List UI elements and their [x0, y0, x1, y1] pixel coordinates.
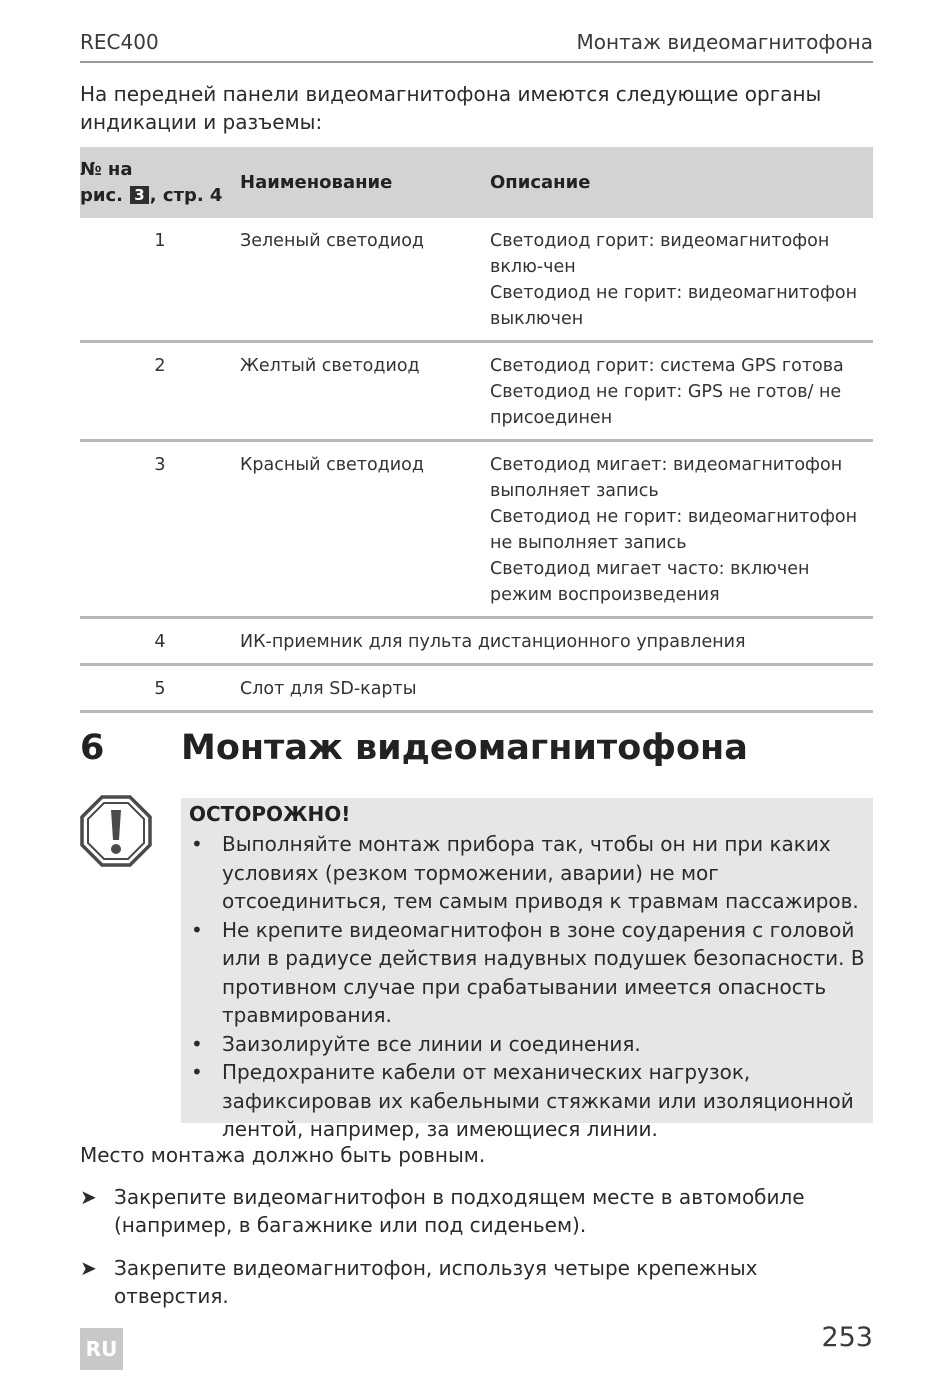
bullet: •: [191, 1060, 203, 1084]
bullet: •: [191, 1031, 203, 1056]
figure-ref-badge: 3: [130, 186, 148, 204]
num-header-prefix: рис.: [80, 184, 124, 206]
row-number: 1: [154, 231, 166, 251]
column-header-description: Описание: [490, 172, 591, 193]
warning-title: ОСТОРОЖНО!: [189, 802, 351, 826]
list-item: [181, 1058, 865, 1144]
language-badge: RU: [80, 1328, 123, 1370]
table-row: [80, 665, 873, 712]
header-model: REC400: [80, 30, 159, 54]
row-name-spanning: Слот для SD-карты: [240, 679, 417, 699]
table-row: [80, 441, 873, 618]
list-item-text: Не крепите видеомагнитофон в зоне соударения с головой или в радиусе действия надувных подушек безопасности. В противном случае при срабатывании имеется опасность травмирования.: [222, 917, 865, 1027]
description-line: Светодиод не горит: видеомагнитофон не выполняет запись: [490, 507, 858, 553]
exclamation-octagon-icon: [80, 795, 152, 867]
warning-list: [181, 830, 865, 1144]
table-row: [80, 218, 873, 342]
row-number: 3: [154, 455, 166, 475]
mounting-note: Место монтажа должно быть ровным.: [80, 1143, 486, 1167]
row-name-spanning: ИК-приемник для пульта дистанционного управления: [240, 632, 746, 652]
description-line: Светодиод не горит: видеомагнитофон выключен: [490, 283, 858, 329]
table-header-row: [80, 147, 873, 218]
description-line: Светодиод не горит: GPS не готов/ не присоединен: [490, 382, 842, 428]
description-line: Светодиод горит: система GPS готова: [490, 356, 844, 376]
step-text: Закрепите видеомагнитофон в подходящем месте в автомобиле (например, в багажнике или под сиденьем).: [114, 1185, 805, 1237]
row-number: 5: [154, 679, 166, 699]
list-item: [181, 1030, 865, 1059]
list-item-text: Заизолируйте все линии и соединения.: [222, 1031, 641, 1056]
column-header-number: [80, 147, 240, 218]
table-row: [80, 342, 873, 441]
list-item: [181, 830, 865, 916]
intro-paragraph: На передней панели видеомагнитофона имеются следующие органы индикации и разъемы:: [80, 82, 822, 134]
list-item-text: Выполняйте монтаж прибора так, чтобы он ни при каких условиях (резком торможении, аварии) не мог отсоединиться, тем самым приводя к травмам пассажиров.: [222, 832, 859, 913]
row-description: [490, 441, 873, 618]
arrow-right-icon: ➤: [80, 1185, 97, 1209]
warning-box: [181, 798, 873, 1141]
row-description: [490, 342, 873, 441]
description-line: Светодиод мигает часто: включен режим воспроизведения: [490, 559, 810, 605]
section-number: 6: [80, 728, 105, 768]
num-header-suffix: , стр. 4: [149, 184, 223, 206]
header-section: Монтаж видеомагнитофона: [576, 30, 873, 54]
arrow-right-icon: ➤: [80, 1256, 97, 1280]
row-number: 2: [154, 356, 166, 376]
indicators-table: [80, 147, 873, 713]
section-title: Монтаж видеомагнитофона: [181, 728, 748, 768]
row-name: Желтый светодиод: [240, 356, 420, 376]
row-name: Зеленый светодиод: [240, 231, 425, 251]
row-number: 4: [154, 632, 166, 652]
list-item: [181, 916, 865, 1030]
description-line: Светодиод горит: видеомагнитофон вклю-чен: [490, 231, 830, 277]
bullet: •: [191, 917, 203, 942]
step-text: Закрепите видеомагнитофон, используя четыре крепежных отверстия.: [114, 1256, 758, 1308]
row-name: Красный светодиод: [240, 455, 424, 475]
row-description: [490, 218, 873, 342]
list-item-text: Предохраните кабели от механических нагрузок, зафиксировав их кабельными стяжками или изоляционной лентой, например, за имеющиеся линии.: [222, 1060, 854, 1141]
column-header-name: Наименование: [240, 172, 393, 193]
bullet: •: [191, 832, 203, 856]
num-header-line1: № на: [80, 158, 133, 180]
table-row: [80, 618, 873, 665]
description-line: Светодиод мигает: видеомагнитофон выполняет запись: [490, 455, 843, 501]
page-number: 253: [821, 1322, 873, 1353]
running-header: [80, 30, 873, 63]
